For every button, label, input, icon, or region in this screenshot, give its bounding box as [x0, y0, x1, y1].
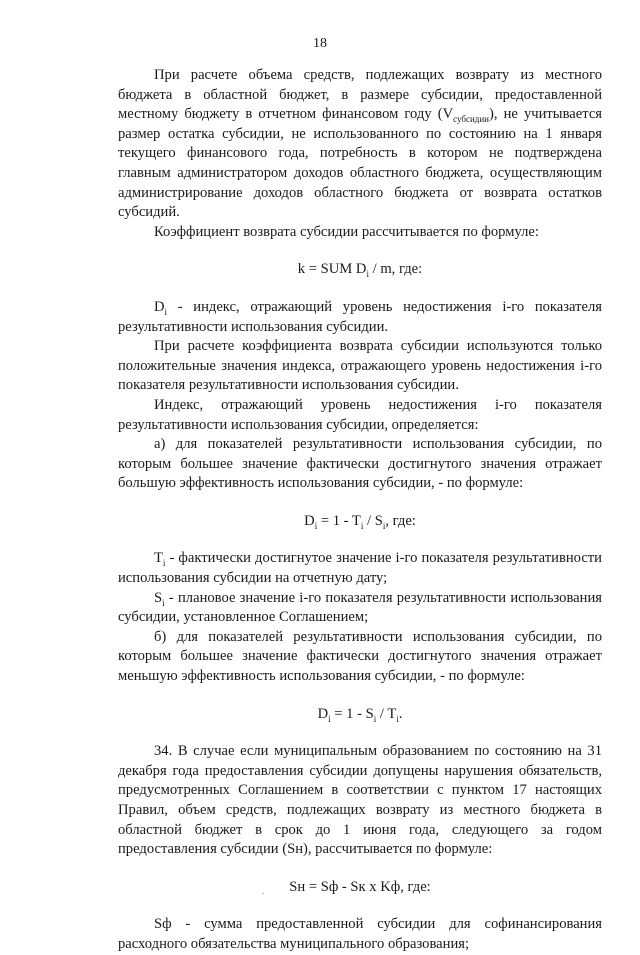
paragraph-text: ), не учитывается размер остатка субсидии, не использованного по состоянию на 1 января текущего финансового года, потребность в котором не подтверждена главным администратором доходов областного бюджета, осуществляющим администрирование доходов областного бюджета от возврата остатков субсидий.: [118, 106, 603, 221]
subscript: i: [164, 306, 168, 317]
scan-mark: [262, 893, 264, 894]
paragraph-return-volume: [118, 66, 602, 223]
paragraph-text: При расчете объема средств, подлежащих возврату из местного бюджета в областной бюджет, в размере субсидии, предоставленной местному бюджету в отчетном финансовом году (V: [118, 67, 602, 123]
paragraph-text: - фактически достигнутое значение i-го показателя результативности использования субсидии на отчетную дату;: [118, 550, 602, 587]
formula-text: = 1 - S: [330, 705, 374, 722]
paragraph-sf-definition: Sф - сумма предоставленной субсидии для софинансирования расходного обязательства муниципального образования;: [118, 916, 602, 952]
subscript: i: [396, 713, 399, 724]
formula-text: .: [398, 705, 403, 722]
paragraph-si-definition: [118, 589, 602, 628]
subscript: субсидии: [453, 114, 489, 125]
formula-text: / S: [363, 512, 383, 529]
variable: T: [154, 550, 163, 567]
variable: S: [154, 589, 163, 606]
subscript: i: [366, 269, 369, 280]
formula-coefficient: [118, 260, 602, 280]
formula-text: , где:: [385, 512, 416, 529]
paragraph-case-b: б) для показателей результативности использования субсидии, по которым большее значение фактически достигнутого значения отражает меньшую эффективность использования субсидии, - по формуле:: [118, 628, 602, 685]
subscript: i: [373, 713, 377, 724]
subscript: i: [360, 520, 364, 531]
formula-return-amount: Sн = Sф - Sк x Kф, где:: [289, 878, 431, 895]
paragraph-section-34: 34. В случае если муниципальным образованием по состоянию на 31 декабря года предоставления субсидии допущены нарушения обязательств, предусмотренных Соглашением в соответствии с пунктом 17 настоящих Правил, объем средств, подлежащих возврату из местного бюджета в областной бюджет в срок до 1 июня года, следующего за годом предоставления субсидии (Sн), рассчитывается по формуле:: [118, 743, 602, 858]
formula-index-a: [118, 512, 602, 532]
subscript: i: [162, 558, 166, 569]
paragraph-ti-definition: [118, 549, 602, 588]
paragraph-index-definition: [118, 298, 602, 337]
formula-text: / T: [376, 705, 397, 722]
paragraph-text: - плановое значение i-го показателя результативности использования субсидии, установленное Соглашением;: [118, 589, 602, 626]
subscript: i: [328, 713, 331, 724]
paragraph-coefficient-intro: Коэффициент возврата субсидии рассчитывается по формуле:: [154, 223, 539, 240]
paragraph-positive-values: При расчете коэффициента возврата субсидии используются только положительные значения индекса, отражающего уровень недостижения i-го показателя результативности использования субсидии.: [118, 338, 602, 394]
formula-text: D: [304, 512, 315, 529]
document-body: [118, 66, 602, 955]
subscript: i: [162, 597, 165, 608]
paragraph-index-determined: Индекс, отражающий уровень недостижения i-го показателя результативности использования субсидии, определяется:: [118, 396, 602, 433]
subscript: i: [382, 520, 386, 531]
formula-index-b: [118, 705, 602, 725]
subscript: i: [314, 520, 318, 531]
formula-text: D: [317, 705, 329, 722]
page-number: 18: [313, 36, 327, 51]
paragraph-text: - индекс, отражающий уровень недостижения i-го показателя результативности использования субсидии.: [118, 298, 602, 335]
paragraph-case-a: а) для показателей результативности использования субсидии, по которым большее значение фактически достигнутого значения отражает большую эффективность использования субсидии, - по формуле:: [118, 436, 602, 492]
formula-text: / m, где:: [368, 261, 423, 278]
formula-text: k = SUM D: [297, 261, 367, 278]
formula-text: = 1 - T: [317, 512, 361, 529]
variable: D: [154, 298, 165, 315]
